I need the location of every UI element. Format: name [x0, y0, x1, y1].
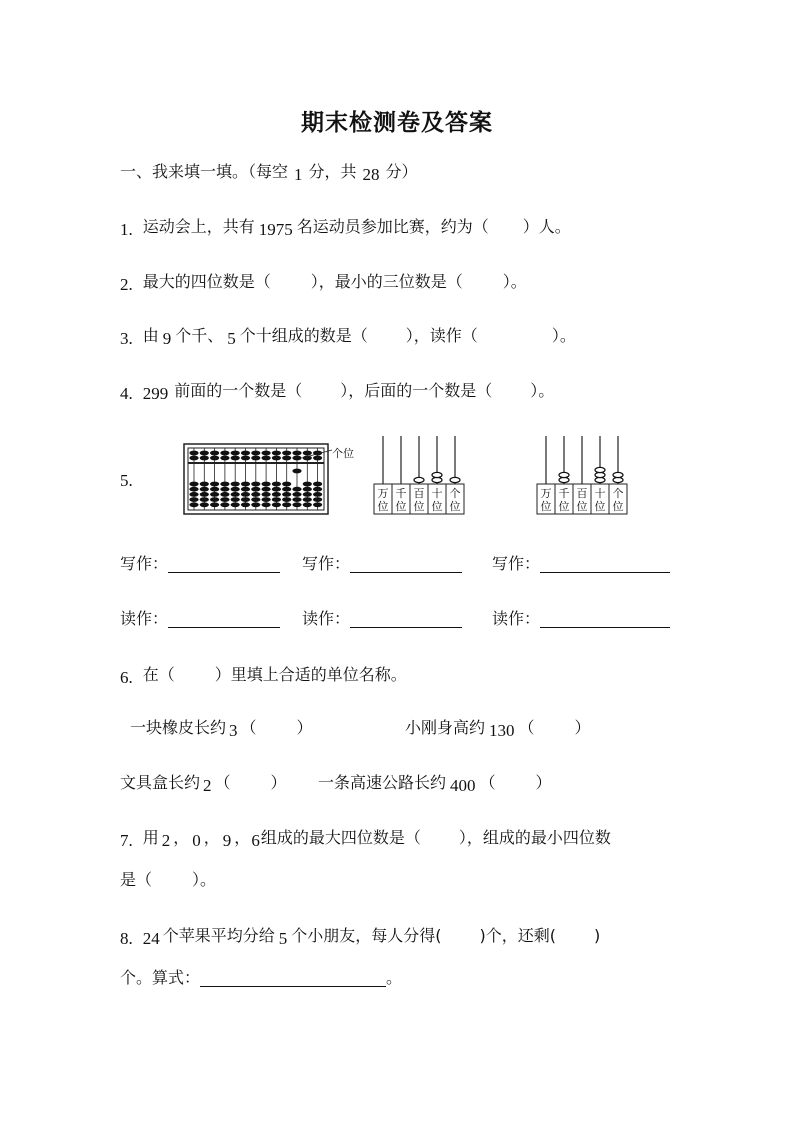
abacus-lower-bead	[262, 502, 271, 507]
abacus-figure	[182, 440, 362, 518]
place-label: 位	[431, 500, 443, 513]
place-label: 十	[594, 487, 606, 500]
abacus-lower-bead	[303, 502, 312, 507]
question-number: 3.	[120, 329, 133, 348]
question-8-continued	[120, 966, 402, 990]
abacus-lower-bead	[210, 502, 219, 507]
abacus-lower-bead	[272, 502, 281, 507]
abacus-lower-bead	[210, 497, 219, 502]
abacus-upper-bead	[220, 456, 229, 461]
abacus-upper-bead	[200, 451, 209, 456]
question-number-value: 3	[229, 721, 238, 740]
abacus-lower-bead	[292, 492, 301, 497]
abacus-upper-bead	[292, 451, 301, 456]
question-text: （	[214, 773, 231, 792]
question-text: 一块橡皮长约	[130, 718, 227, 737]
abacus-upper-bead	[272, 451, 281, 456]
question-number-value: 9	[162, 329, 172, 348]
question-8	[120, 924, 600, 948]
place-label: 位	[449, 500, 461, 513]
place-label: 位	[612, 500, 624, 513]
read-label: 读作：	[120, 609, 169, 628]
abacus-lower-bead	[241, 482, 250, 487]
abacus-lower-bead	[231, 497, 240, 502]
abacus-lower-bead	[313, 492, 322, 497]
abacus-lower-bead	[262, 482, 271, 487]
question-text: )个，还剩(	[479, 926, 557, 945]
question-1	[120, 215, 571, 239]
read-answer-line-1[interactable]	[168, 609, 280, 628]
abacus-lower-bead	[251, 482, 260, 487]
question-5	[120, 466, 143, 490]
abacus-lower-bead	[220, 497, 229, 502]
question-6-item-1	[130, 716, 313, 740]
counting-frame-1	[372, 434, 466, 516]
abacus-upper-bead	[251, 451, 260, 456]
question-text: 文具盒长约	[120, 773, 201, 792]
abacus-lower-bead	[282, 492, 291, 497]
abacus-lower-bead	[272, 482, 281, 487]
read-label: 读作：	[492, 609, 541, 628]
abacus-upper-bead	[251, 456, 260, 461]
counter-bead	[432, 472, 442, 477]
abacus-upper-bead	[292, 456, 301, 461]
abacus-lower-bead	[210, 482, 219, 487]
question-3	[120, 324, 576, 348]
question-6-item-4	[318, 771, 552, 795]
abacus-upper-bead	[313, 456, 322, 461]
read-row-2	[302, 607, 462, 631]
section-heading	[120, 160, 418, 184]
question-text: 在（	[142, 665, 175, 684]
abacus-lower-bead	[262, 492, 271, 497]
question-2	[120, 270, 527, 294]
place-label: 百	[413, 487, 425, 500]
abacus-lower-bead	[200, 482, 209, 487]
question-text: ）人。	[522, 217, 571, 236]
abacus-lower-bead	[189, 482, 198, 487]
abacus-upper-bead	[282, 451, 291, 456]
question-6	[120, 663, 407, 687]
question-number: 4.	[120, 384, 133, 403]
abacus-lower-bead	[189, 497, 198, 502]
abacus-lower-bead	[189, 502, 198, 507]
place-label: 位	[413, 500, 425, 513]
question-text: ），组成的最小四位数	[458, 828, 611, 847]
abacus-upper-bead	[210, 451, 219, 456]
digit: 9	[222, 831, 232, 850]
write-answer-line-1[interactable]	[168, 554, 280, 573]
question-text: ）。	[192, 870, 217, 889]
question-text: 由	[142, 326, 159, 345]
place-label: 位	[377, 500, 389, 513]
counter-bead	[559, 472, 569, 477]
abacus-lower-bead	[251, 497, 260, 502]
question-number-value: 400	[450, 776, 476, 795]
question-text: ）	[535, 773, 552, 792]
place-label: 个	[612, 487, 624, 500]
abacus-lower-bead	[241, 497, 250, 502]
read-answer-line-2[interactable]	[350, 609, 462, 628]
abacus-lower-bead	[282, 497, 291, 502]
abacus-upper-bead	[241, 456, 250, 461]
abacus-lower-bead	[292, 497, 301, 502]
section-points-total: 28	[362, 165, 380, 184]
place-label: 千	[395, 487, 407, 500]
question-7-continued	[120, 868, 216, 892]
question-text: 个小朋友，每人分得(	[291, 926, 442, 945]
abacus-lower-bead	[189, 492, 198, 497]
question-number-value: 299	[142, 384, 169, 403]
abacus-lower-bead	[303, 492, 312, 497]
read-row-3	[492, 607, 670, 631]
write-label: 写作：	[302, 554, 351, 573]
question-text: ）	[574, 718, 591, 737]
section-mid: 分，共	[308, 162, 357, 181]
abacus-lower-bead	[303, 482, 312, 487]
read-label: 读作：	[302, 609, 351, 628]
section-points-each: 1	[294, 165, 303, 184]
question-text: ）	[296, 718, 313, 737]
abacus-lower-bead	[303, 497, 312, 502]
abacus-lower-bead	[251, 502, 260, 507]
abacus-lower-bead	[200, 487, 209, 492]
question-6-item-3	[120, 771, 287, 795]
question-text: 个苹果平均分给	[162, 926, 275, 945]
abacus-lower-bead	[231, 492, 240, 497]
abacus-lower-bead	[200, 502, 209, 507]
read-row	[120, 607, 280, 631]
write-label: 写作：	[492, 554, 541, 573]
abacus-lower-bead	[220, 482, 229, 487]
question-text: 一条高速公路长约	[318, 773, 447, 792]
question-text: 个。算式：	[120, 968, 201, 987]
abacus-lower-bead	[313, 482, 322, 487]
abacus-lower-bead	[303, 487, 312, 492]
abacus-lower-bead	[313, 497, 322, 502]
abacus-lower-bead	[200, 492, 209, 497]
question-text: 前面的一个数是（	[174, 381, 303, 400]
abacus-upper-bead	[262, 456, 271, 461]
abacus-upper-bead	[241, 451, 250, 456]
question-text: ）。	[551, 326, 576, 345]
abacus-lower-bead	[251, 492, 260, 497]
question-number-value: 1975	[258, 220, 293, 239]
question-text: 组成的最大四位数是（	[260, 828, 421, 847]
question-text: ）。	[530, 381, 555, 400]
question-text: 最大的四位数是（	[142, 272, 271, 291]
counter-bead	[595, 467, 605, 472]
question-number-value: 24	[142, 929, 160, 948]
separator: ，	[203, 828, 220, 847]
digit: 2	[161, 831, 171, 850]
place-label: 十	[431, 487, 443, 500]
question-text: ）。	[502, 272, 527, 291]
abacus-lower-bead	[241, 492, 250, 497]
section-prefix: 一、我来填一填。（每空	[120, 162, 289, 181]
abacus-lower-bead	[292, 487, 301, 492]
digit: 6	[251, 831, 260, 850]
abacus-ones-label: 个位	[332, 447, 354, 460]
abacus-lower-bead	[272, 487, 281, 492]
place-label: 位	[540, 500, 552, 513]
place-label: 位	[594, 500, 606, 513]
question-text: )	[594, 926, 601, 945]
abacus-lower-bead	[210, 487, 219, 492]
question-6-item-2	[405, 716, 591, 740]
abacus-lower-bead	[292, 502, 301, 507]
question-text: （	[240, 718, 257, 737]
write-row-2	[302, 552, 462, 576]
question-number: 6.	[120, 668, 133, 687]
section-suffix: 分）	[385, 162, 418, 181]
abacus-upper-bead	[189, 456, 198, 461]
question-text: 。	[386, 968, 403, 987]
question-text: （	[518, 718, 535, 737]
abacus-lower-bead	[241, 487, 250, 492]
page-title: 期末检测卷及答案	[301, 110, 493, 136]
question-text: ），后面的一个数是（	[340, 381, 493, 400]
abacus-lower-bead	[313, 487, 322, 492]
separator: ，	[234, 828, 251, 847]
separator: ，	[173, 828, 190, 847]
place-label: 万	[377, 487, 389, 500]
write-row-3	[492, 552, 670, 576]
place-label: 个	[449, 487, 461, 500]
abacus-upper-bead	[231, 456, 240, 461]
question-text: ），读作（	[405, 326, 478, 345]
abacus-lower-bead	[231, 487, 240, 492]
abacus-lower-bead	[282, 487, 291, 492]
read-answer-line-3[interactable]	[540, 609, 670, 628]
question-text: ），最小的三位数是（	[310, 272, 463, 291]
question-number: 5.	[120, 471, 133, 490]
abacus-lower-bead	[200, 497, 209, 502]
abacus-upper-bead	[200, 456, 209, 461]
question-text: 名运动员参加比赛，约为（	[296, 217, 489, 236]
question-number-value: 2	[203, 776, 212, 795]
write-answer-line-3[interactable]	[540, 554, 670, 573]
abacus-lower-bead	[272, 492, 281, 497]
counter-bead	[450, 477, 460, 482]
place-label: 万	[540, 487, 552, 500]
write-label: 写作：	[120, 554, 169, 573]
abacus-upper-bead	[272, 456, 281, 461]
question-text: 是（	[120, 870, 153, 889]
abacus-lower-bead	[262, 487, 271, 492]
question-text: 个千、	[175, 326, 224, 345]
question-number-value: 130	[489, 721, 515, 740]
abacus-lower-bead	[262, 497, 271, 502]
place-label: 位	[576, 500, 588, 513]
place-label: 位	[558, 500, 570, 513]
equation-answer-line[interactable]	[200, 968, 386, 987]
abacus-lower-bead	[313, 502, 322, 507]
abacus-upper-bead	[282, 456, 291, 461]
question-number: 1.	[120, 220, 133, 239]
counter-bead	[414, 477, 424, 482]
write-answer-line-2[interactable]	[350, 554, 462, 573]
abacus-lower-bead	[231, 502, 240, 507]
question-text: （	[479, 773, 496, 792]
place-label: 位	[395, 500, 407, 513]
abacus-lower-bead	[241, 502, 250, 507]
abacus-upper-bead	[210, 456, 219, 461]
question-number: 7.	[120, 831, 133, 850]
abacus-upper-bead	[220, 451, 229, 456]
question-number-value: 5	[278, 929, 288, 948]
counter-bead	[613, 472, 623, 477]
question-number-value: 5	[227, 329, 236, 348]
question-text: ）	[270, 773, 287, 792]
abacus-lower-bead	[282, 482, 291, 487]
abacus-lower-bead	[220, 502, 229, 507]
abacus-lower-bead	[231, 482, 240, 487]
abacus-lower-bead	[272, 497, 281, 502]
question-number: 2.	[120, 275, 133, 294]
abacus-upper-bead	[262, 451, 271, 456]
question-text: 用	[142, 828, 159, 847]
digit: 0	[192, 831, 201, 850]
question-text: 个十组成的数是（	[239, 326, 368, 345]
question-4	[120, 379, 554, 403]
abacus-lower-bead	[210, 492, 219, 497]
question-text: 运动会上，共有	[142, 217, 255, 236]
place-label: 百	[576, 487, 588, 500]
abacus-upper-bead	[189, 451, 198, 456]
write-row	[120, 552, 280, 576]
question-number: 8.	[120, 929, 133, 948]
abacus-lower-bead	[251, 487, 260, 492]
counting-frame-2	[535, 434, 629, 516]
question-text: ）里填上合适的单位名称。	[214, 665, 407, 684]
abacus-lower-bead	[189, 487, 198, 492]
abacus-lower-bead	[282, 502, 291, 507]
abacus-lower-bead	[220, 487, 229, 492]
abacus-upper-bead	[231, 451, 240, 456]
place-label: 千	[558, 487, 570, 500]
question-text: 小刚身高约	[405, 718, 486, 737]
abacus-lower-bead	[292, 469, 301, 474]
question-7	[120, 826, 611, 850]
abacus-lower-bead	[220, 492, 229, 497]
abacus-upper-bead	[303, 451, 312, 456]
